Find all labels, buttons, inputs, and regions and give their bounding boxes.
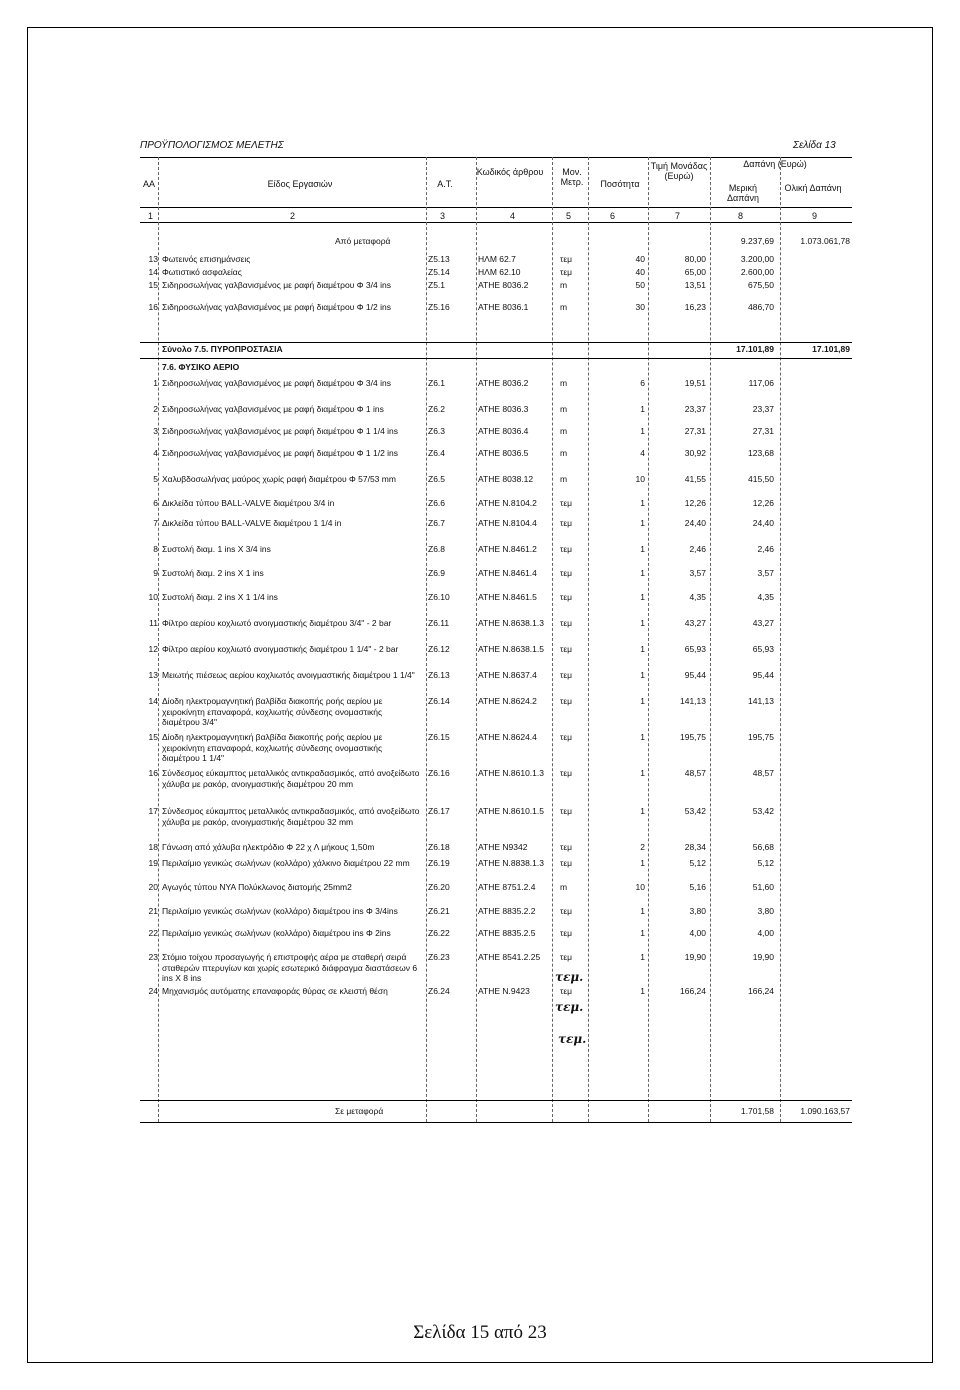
cell-partial: 95,44	[752, 670, 774, 680]
cell-code: ΑΤΗΕ Ν.8104.2	[478, 498, 537, 508]
cell-partial: 166,24	[748, 986, 774, 996]
cell-desc: Χαλυβδοσωλήνας μαύρος χωρίς ραφή διαμέτρου Φ 57/53 mm	[162, 474, 396, 484]
cell-aa: 11	[149, 618, 158, 628]
cell-price: 5,12	[689, 858, 706, 868]
cell-aa: 18	[148, 842, 158, 852]
cell-aa: 13	[148, 254, 158, 264]
cell-qty: 6	[640, 378, 645, 388]
cell-price: 4,35	[689, 592, 706, 602]
document-title: ΠΡΟΫΠΟΛΟΓΙΣΜΟΣ ΜΕΛΕΤΗΣ	[140, 140, 284, 151]
cell-partial: 48,57	[752, 768, 774, 778]
cell-aa: 1	[153, 378, 158, 388]
table-row	[140, 267, 852, 280]
cell-aa: 6	[153, 498, 158, 508]
table-row	[140, 404, 852, 426]
carried-out-total: 1.090.163,57	[800, 1106, 850, 1116]
cell-code: ΑΤΗΕ 8036.5	[478, 448, 529, 458]
table-row	[140, 806, 852, 842]
cell-code: ΑΤΗΕ Ν.8104.4	[478, 518, 537, 528]
handwritten-mark: τεμ.	[555, 1000, 584, 1014]
table-row	[140, 280, 852, 302]
cell-unit: τεμ	[560, 544, 573, 554]
col-num: 7	[675, 211, 681, 221]
cell-at: Ζ6.10	[428, 592, 450, 602]
cell-at: Ζ6.20	[428, 882, 450, 892]
cell-at: Ζ6.5	[428, 474, 446, 484]
col-num: 6	[610, 211, 616, 221]
section-b-title: 7.6. ΦΥΣΙΚΟ ΑΕΡΙΟ	[162, 362, 240, 372]
cell-desc: Φωτιστικό ασφαλείας	[162, 267, 242, 277]
cell-unit: τεμ	[560, 254, 573, 264]
cell-partial: 141,13	[748, 696, 774, 706]
cell-aa: 3	[153, 426, 158, 436]
cell-partial: 415,50	[748, 474, 774, 484]
cell-code: ΑΤΗΕ Ν.8461.5	[478, 592, 537, 602]
cell-aa: 14	[148, 267, 158, 277]
cell-price: 41,55	[684, 474, 706, 484]
cell-unit: m	[560, 474, 568, 484]
cell-price: 19,51	[684, 378, 706, 388]
col-num: 2	[290, 211, 296, 221]
cell-qty: 1	[640, 696, 645, 706]
cell-at: Ζ6.7	[428, 518, 446, 528]
cell-price: 95,44	[684, 670, 706, 680]
cell-partial: 3.200,00	[740, 254, 774, 264]
cell-desc: Φίλτρο αερίου κοχλιωτό ανοιγμαστικής διαμέτρου 3/4" - 2 bar	[162, 618, 392, 628]
table-bottom-line	[140, 1122, 852, 1123]
header-price: Τιμή Μονάδας (Ευρώ)	[650, 161, 708, 181]
cell-unit: τεμ	[560, 806, 573, 816]
cell-at: Ζ6.2	[428, 404, 446, 414]
page-label: Σελίδα 13	[793, 140, 836, 151]
table-row	[140, 858, 852, 882]
cell-aa: 12	[148, 644, 158, 654]
cell-price: 43,27	[684, 618, 706, 628]
cell-aa: 5	[153, 474, 158, 484]
cell-code: ΑΤΗΕ Ν.8461.2	[478, 544, 537, 554]
cell-partial: 12,26	[752, 498, 774, 508]
carried-in-total: 1.073.061,78	[800, 236, 850, 246]
table-row	[140, 906, 852, 928]
cell-partial: 4,35	[757, 592, 774, 602]
cell-unit: m	[560, 426, 568, 436]
header-qty: Ποσότητα	[600, 179, 640, 189]
cell-at: Ζ6.6	[428, 498, 446, 508]
col-num: 1	[148, 211, 154, 221]
cell-qty: 1	[640, 618, 645, 628]
cell-partial: 3,57	[757, 568, 774, 578]
cell-at: Ζ6.15	[428, 732, 450, 742]
cell-at: Ζ6.24	[428, 986, 450, 996]
colnum-line	[140, 222, 852, 223]
table-row	[140, 302, 852, 326]
cell-aa: 21	[148, 906, 158, 916]
cell-partial: 675,50	[748, 280, 774, 290]
cell-desc: Φίλτρο αερίου κοχλιωτό ανοιγμαστικής διαμέτρου 1 1/4" - 2 bar	[162, 644, 399, 654]
cell-code: ΑΤΗΕ 8038.12	[478, 474, 534, 484]
cell-desc: Συστολή διαμ. 2 ins X 1 1/4 ins	[162, 592, 278, 602]
cell-desc: Σιδηροσωλήνας γαλβανισμένος με ραφή διαμέτρου Φ 1 1/4 ins	[162, 426, 399, 436]
cell-at: Ζ6.1	[428, 378, 446, 388]
table-row	[140, 544, 852, 568]
table-row	[140, 952, 852, 986]
col-num: 5	[566, 211, 572, 221]
cell-aa: 8	[153, 544, 158, 554]
cell-price: 28,34	[684, 842, 706, 852]
cell-aa: 19	[148, 858, 158, 868]
cell-qty: 1	[640, 544, 645, 554]
table-row	[140, 928, 852, 952]
cell-at: Ζ6.13	[428, 670, 450, 680]
cell-aa: 14	[148, 696, 158, 706]
cell-price: 19,90	[684, 952, 706, 962]
cell-unit: m	[560, 448, 568, 458]
header-total: Ολική Δαπάνη	[784, 183, 842, 193]
cell-qty: 1	[640, 906, 645, 916]
col-num: 4	[510, 211, 516, 221]
cell-partial: 23,37	[752, 404, 774, 414]
cell-qty: 1	[640, 952, 645, 962]
cell-partial: 123,68	[748, 448, 774, 458]
table-row	[140, 882, 852, 906]
cell-code: ΑΤΗΕ 8835.2.5	[478, 928, 536, 938]
carried-in-partial: 9.237,69	[740, 236, 774, 246]
cell-price: 195,75	[680, 732, 706, 742]
cell-partial: 5,12	[757, 858, 774, 868]
cell-code: ΑΤΗΕ Ν.8638.1.3	[478, 618, 544, 628]
cell-qty: 1	[640, 858, 645, 868]
header-aa: ΑΑ	[142, 179, 155, 189]
cell-unit: τεμ	[560, 858, 573, 868]
cell-code: ΗΛΜ 62.7	[478, 254, 516, 264]
cell-partial: 19,90	[752, 952, 774, 962]
cell-price: 80,00	[684, 254, 706, 264]
cell-unit: m	[560, 404, 568, 414]
cell-qty: 1	[640, 644, 645, 654]
cell-desc: Δίοδη ηλεκτρομαγνητική βαλβίδα διακοπής ροής αερίου με χειροκίνητη επαναφορά, κοχλιωτής σύνδεσης ονομαστικής διαμέτρου 1 1/4"	[162, 732, 383, 763]
cell-desc: Σιδηροσωλήνας γαλβανισμένος με ραφή διαμέτρου Φ 1 ins	[162, 404, 384, 414]
cell-price: 166,24	[680, 986, 706, 996]
cell-unit: m	[560, 302, 568, 312]
carried-in-label: Από μεταφορά	[335, 236, 391, 246]
cell-qty: 1	[640, 592, 645, 602]
cell-code: ΑΤΗΕ Ν.8638.1.5	[478, 644, 544, 654]
section-b-heading	[140, 362, 852, 374]
cell-qty: 30	[635, 302, 645, 312]
cell-unit: τεμ	[560, 518, 573, 528]
cell-desc: Δικλείδα τύπου BALL-VALVE διαμέτρου 3/4 in	[162, 498, 335, 508]
cell-desc: Δίοδη ηλεκτρομαγνητική βαλβίδα διακοπής ροής αερίου με χειροκίνητη επαναφορά, κοχλιωτής σύνδεσης ονομαστικής διαμέτρου 3/4"	[162, 696, 383, 727]
cell-code: ΑΤΗΕ 8036.2	[478, 378, 529, 388]
cell-at: Ζ6.19	[428, 858, 450, 868]
cell-partial: 51,60	[752, 882, 774, 892]
cell-desc: Φωτεινός επισημάνσεις	[162, 254, 251, 264]
cell-desc: Μειωτής πιέσεως αερίου κοχλιωτός ανοιγμαστικής διαμέτρου 1 1/4"	[162, 670, 415, 680]
cell-at: Ζ6.22	[428, 928, 450, 938]
cell-unit: m	[560, 378, 568, 388]
cell-unit: τεμ	[560, 986, 573, 996]
cell-unit: τεμ	[560, 906, 573, 916]
header-desc: Είδος Εργασιών	[267, 179, 333, 189]
cell-qty: 40	[635, 267, 645, 277]
cell-unit: τεμ	[560, 618, 573, 628]
table-row	[140, 644, 852, 670]
table-row	[140, 842, 852, 858]
table-top-line	[140, 157, 852, 158]
cell-at: Ζ5.1	[428, 280, 446, 290]
cell-code: ΑΤΗΕ Ν.8610.1.5	[478, 806, 544, 816]
cell-aa: 16	[148, 768, 158, 778]
cell-price: 65,00	[684, 267, 706, 277]
cell-code: ΑΤΗΕ 8036.2	[478, 280, 529, 290]
subtotal-total: 17.101,89	[812, 344, 850, 354]
cell-code: ΑΤΗΕ 8751.2.4	[478, 882, 536, 892]
cell-code: ΑΤΗΕ 8036.3	[478, 404, 529, 414]
header-at: Α.Τ.	[437, 179, 453, 189]
cell-unit: m	[560, 280, 568, 290]
cell-price: 3,80	[689, 906, 706, 916]
table-row	[140, 670, 852, 696]
subtotal-row	[140, 344, 852, 356]
header-code: Κωδικός άρθρου	[476, 167, 544, 177]
page-footer: Σελίδα 15 από 23	[413, 1322, 547, 1343]
carried-out-top-line	[140, 1100, 852, 1101]
cell-partial: 43,27	[752, 618, 774, 628]
cell-code: ΑΤΗΕ Ν9342	[478, 842, 528, 852]
cell-code: ΑΤΗΕ Ν.8624.2	[478, 696, 537, 706]
cell-code: ΑΤΗΕ 8036.1	[478, 302, 529, 312]
header-partial: Μερική Δαπάνη	[726, 183, 759, 203]
cell-qty: 1	[640, 768, 645, 778]
cell-unit: τεμ	[560, 696, 573, 706]
cell-desc: Περιλαίμιο γενικώς σωλήνων (κολλάρο) χάλκινο διαμέτρου 22 mm	[162, 858, 410, 868]
cell-desc: Συστολή διαμ. 2 ins X 1 ins	[162, 568, 264, 578]
col-num: 9	[812, 211, 818, 221]
cell-unit: τεμ	[560, 952, 573, 962]
cell-qty: 1	[640, 670, 645, 680]
cell-price: 30,92	[684, 448, 706, 458]
cell-partial: 117,06	[748, 378, 774, 388]
table-row	[140, 592, 852, 618]
cell-qty: 2	[640, 842, 645, 852]
cell-at: Ζ6.4	[428, 448, 446, 458]
cell-aa: 22	[148, 928, 158, 938]
cell-code: ΑΤΗΕ 8835.2.2	[478, 906, 536, 916]
cell-at: Ζ6.23	[428, 952, 450, 962]
cell-at: Ζ6.9	[428, 568, 446, 578]
cell-partial: 65,93	[752, 644, 774, 654]
cell-at: Ζ6.16	[428, 768, 450, 778]
cell-qty: 10	[635, 474, 645, 484]
cell-price: 24,40	[684, 518, 706, 528]
table-row	[140, 474, 852, 498]
cell-qty: 1	[640, 732, 645, 742]
cell-aa: 2	[153, 404, 158, 414]
subtotal-label: Σύνολο 7.5. ΠΥΡΟΠΡΟΣΤΑΣΙΑ	[162, 344, 283, 354]
cell-partial: 4,00	[757, 928, 774, 938]
cell-qty: 1	[640, 986, 645, 996]
cell-aa: 10	[148, 592, 158, 602]
carried-out-label: Σε μεταφορά	[335, 1106, 384, 1116]
cell-aa: 17	[148, 806, 158, 816]
carried-in-row	[140, 236, 852, 248]
cell-partial: 2.600,00	[740, 267, 774, 277]
cell-unit: τεμ	[560, 732, 573, 742]
cell-at: Ζ6.17	[428, 806, 450, 816]
cell-aa: 24	[148, 986, 158, 996]
cell-unit: τεμ	[560, 928, 573, 938]
cell-unit: τεμ	[560, 670, 573, 680]
table-row	[140, 568, 852, 592]
col-num: 8	[738, 211, 744, 221]
cell-aa: 4	[153, 448, 158, 458]
cell-qty: 1	[640, 426, 645, 436]
cell-at: Ζ6.8	[428, 544, 446, 554]
header-cost: Δαπάνη (Ευρώ)	[743, 159, 807, 169]
cell-desc: Σιδηροσωλήνας γαλβανισμένος με ραφή διαμέτρου Φ 1/2 ins	[162, 302, 391, 312]
cell-qty: 1	[640, 568, 645, 578]
cell-qty: 40	[635, 254, 645, 264]
cell-desc: Σιδηροσωλήνας γαλβανισμένος με ραφή διαμέτρου Φ 1 1/2 ins	[162, 448, 399, 458]
cell-price: 2,46	[689, 544, 706, 554]
cell-qty: 1	[640, 806, 645, 816]
table-header	[140, 157, 852, 208]
cell-qty: 1	[640, 518, 645, 528]
table-row	[140, 378, 852, 404]
cell-unit: τεμ	[560, 842, 573, 852]
cell-code: ΑΤΗΕ Ν.8624.4	[478, 732, 537, 742]
cell-desc: Αγωγός τύπου NYA Πολύκλωνος διατομής 25mm2	[162, 882, 352, 892]
subtotal-top-line	[140, 342, 852, 343]
cell-code: ΗΛΜ 62.10	[478, 267, 521, 277]
cell-desc: Περιλαίμιο γενικώς σωλήνων (κολλάρο) διαμέτρου ins Φ 2ins	[162, 928, 391, 938]
cell-price: 3,57	[689, 568, 706, 578]
cell-code: ΑΤΗΕ 8036.4	[478, 426, 529, 436]
cell-aa: 23	[148, 952, 158, 962]
cell-partial: 24,40	[752, 518, 774, 528]
table-row	[140, 518, 852, 544]
cell-desc: Σύνδεσμος εύκαμπτος μεταλλικός αντικραδασμικός, από ανοξείδωτο χάλυβα με ρακόρ, ανοιγμαστικής διαμέτρου 20 mm	[162, 768, 420, 789]
cell-price: 48,57	[684, 768, 706, 778]
cell-qty: 10	[635, 882, 645, 892]
cell-at: Ζ5.14	[428, 267, 450, 277]
cell-price: 16,23	[684, 302, 706, 312]
cell-qty: 1	[640, 404, 645, 414]
cell-unit: τεμ	[560, 498, 573, 508]
cell-aa: 7	[153, 518, 158, 528]
cell-partial: 2,46	[757, 544, 774, 554]
cell-aa: 9	[153, 568, 158, 578]
handwritten-mark: τεμ.	[558, 1032, 587, 1046]
cell-desc: Περιλαίμιο γενικώς σωλήνων (κολλάρο) διαμέτρου ins Φ 3/4ins	[162, 906, 398, 916]
cell-desc: Συστολή διαμ. 1 ins X 3/4 ins	[162, 544, 271, 554]
cell-aa: 16	[148, 302, 158, 312]
cell-desc: Σύνδεσμος εύκαμπτος μεταλλικός αντικραδασμικός, από ανοξείδωτο χάλυβα με ρακόρ, ανοιγμαστικής διαμέτρου 32 mm	[162, 806, 420, 827]
cell-price: 65,93	[684, 644, 706, 654]
cell-price: 53,42	[684, 806, 706, 816]
carried-out-row	[140, 1106, 852, 1118]
cell-partial: 3,80	[757, 906, 774, 916]
cell-unit: τεμ	[560, 768, 573, 778]
table-row	[140, 498, 852, 518]
subtotal-bottom-line	[140, 358, 852, 359]
cell-unit: τεμ	[560, 568, 573, 578]
cell-code: ΑΤΗΕ Ν.8461.4	[478, 568, 537, 578]
cell-unit: m	[560, 882, 568, 892]
table-row	[140, 696, 852, 732]
cell-desc: Στόμιο τοίχου προσαγωγής ή επιστροφής αέρα με σταθερή σειρά σταθερών πτερυγίων και χωρίς εσωτερικό διάφραγμα διαστάσεων 6 ins X 8 ins	[162, 952, 418, 983]
cell-at: Ζ6.11	[428, 618, 450, 628]
cell-partial: 53,42	[752, 806, 774, 816]
cell-at: Ζ6.3	[428, 426, 446, 436]
cell-aa: 15	[148, 280, 158, 290]
cell-qty: 4	[640, 448, 645, 458]
cell-at: Ζ5.13	[428, 254, 450, 264]
cell-desc: Δικλείδα τύπου BALL-VALVE διαμέτρου 1 1/4 in	[162, 518, 342, 528]
cell-desc: Μηχανισμός αυτόματης επαναφοράς θύρας σε κλειστή θέση	[162, 986, 388, 996]
table-row	[140, 986, 852, 1022]
cell-price: 4,00	[689, 928, 706, 938]
cell-code: ΑΤΗΕ 8541.2.25	[478, 952, 541, 962]
cell-price: 141,13	[680, 696, 706, 706]
cell-at: Ζ5.16	[428, 302, 450, 312]
cell-price: 13,51	[684, 280, 706, 290]
table-row	[140, 618, 852, 644]
cell-price: 23,37	[684, 404, 706, 414]
table-row	[140, 448, 852, 474]
carried-out-partial: 1.701,58	[740, 1106, 774, 1116]
table-row	[140, 426, 852, 448]
col-num: 3	[440, 211, 446, 221]
cell-qty: 1	[640, 928, 645, 938]
cell-at: Ζ6.21	[428, 906, 450, 916]
cell-at: Ζ6.14	[428, 696, 450, 706]
cell-price: 27,31	[684, 426, 706, 436]
cell-code: ΑΤΗΕ Ν.8637.4	[478, 670, 537, 680]
cell-desc: Σιδηροσωλήνας γαλβανισμένος με ραφή διαμέτρου Φ 3/4 ins	[162, 280, 391, 290]
cell-desc: Γάνωση από χάλυβα ηλεκτρόδιο Φ 22 χ Λ μήκους 1,50m	[162, 842, 375, 852]
cell-code: ΑΤΗΕ Ν.8838.1.3	[478, 858, 544, 868]
cell-unit: τεμ	[560, 592, 573, 602]
cell-partial: 195,75	[748, 732, 774, 742]
cell-code: ΑΤΗΕ Ν.8610.1.3	[478, 768, 544, 778]
header-unit: Μον. Μετρ.	[560, 167, 584, 187]
cell-partial: 56,68	[752, 842, 774, 852]
cell-aa: 20	[148, 882, 158, 892]
cell-price: 5,16	[689, 882, 706, 892]
cell-qty: 1	[640, 498, 645, 508]
handwritten-mark: τεμ.	[555, 970, 584, 984]
cell-aa: 15	[148, 732, 158, 742]
table-row	[140, 732, 852, 768]
subtotal-partial: 17.101,89	[736, 344, 774, 354]
table-row	[140, 768, 852, 806]
cell-aa: 13	[148, 670, 158, 680]
cell-unit: τεμ	[560, 267, 573, 277]
cell-unit: τεμ	[560, 644, 573, 654]
cell-partial: 486,70	[748, 302, 774, 312]
table-row	[140, 254, 852, 267]
cell-at: Ζ6.18	[428, 842, 450, 852]
cell-code: ΑΤΗΕ Ν.9423	[478, 986, 530, 996]
cell-qty: 50	[635, 280, 645, 290]
cell-at: Ζ6.12	[428, 644, 450, 654]
cell-price: 12,26	[684, 498, 706, 508]
cell-desc: Σιδηροσωλήνας γαλβανισμένος με ραφή διαμέτρου Φ 3/4 ins	[162, 378, 391, 388]
cell-partial: 27,31	[752, 426, 774, 436]
